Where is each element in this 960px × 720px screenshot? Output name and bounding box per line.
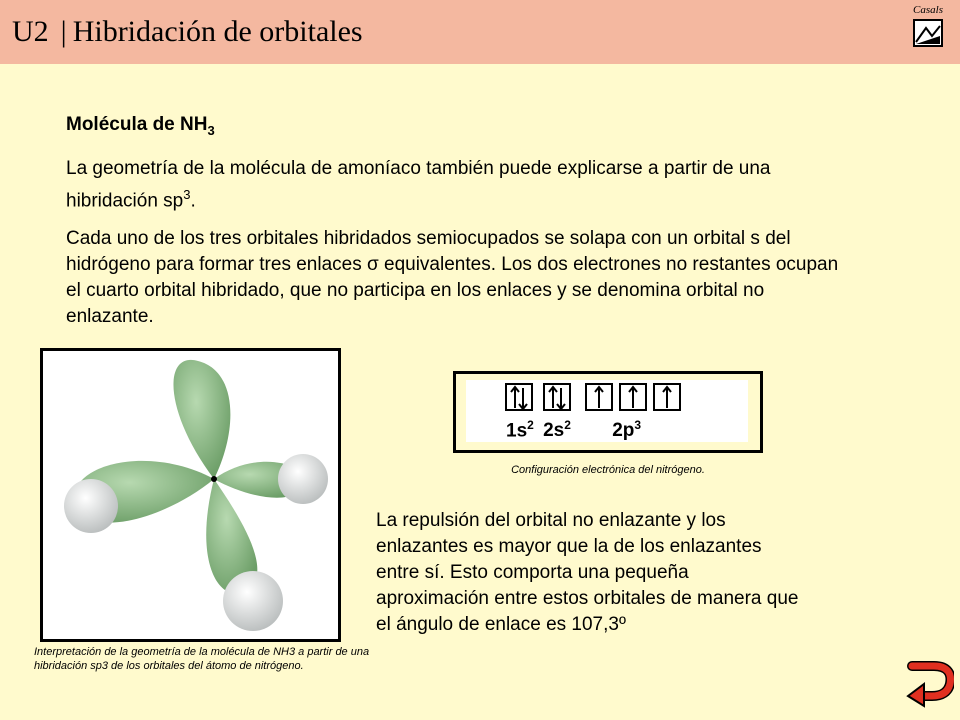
paragraph-orbitals: Cada uno de los tres orbitales hibridados semiocupados se solapa con un orbital s del hidrógeno para formar tres enlaces σ equivalentes. Los dos electrones no restantes ocupan el cuarto orbital hibridado, que no participa en los enlaces y se denomina orbital no enlazante. <box>66 228 839 328</box>
unit-label: U2 <box>12 15 49 48</box>
label-2s: 2s <box>543 420 565 442</box>
electron-configuration-box <box>453 371 763 453</box>
header-bar <box>0 0 960 64</box>
label-1s: 1s <box>506 420 528 442</box>
title-text: Hibridación de orbitales <box>72 15 363 48</box>
label-2p: 2p <box>612 420 635 442</box>
main-content <box>66 112 856 342</box>
repulsion-paragraph: La repulsión del orbital no enlazante y los enlazantes es mayor que la de los enlazantes entre sí. Esto comporta una pequeña aproximación entre estos orbitales de manera que el ángulo de enlace es 107,3º <box>376 510 799 635</box>
config-labels: $1s^2$ $2s^2$ $2p^3$ <box>506 418 642 442</box>
logo-text: Casals <box>913 4 943 16</box>
return-arrow-icon[interactable] <box>904 660 954 708</box>
electron-configuration-panel <box>466 380 748 442</box>
nh3-orbital-figure <box>40 348 341 642</box>
nh3-orbital-illustration <box>43 351 338 639</box>
logo-icon <box>912 18 944 48</box>
page-title <box>12 14 363 50</box>
config-caption: Configuración electrónica del nitrógeno. <box>511 464 705 476</box>
title-separator: | <box>60 15 67 48</box>
section-heading: Molécula de $NH_3$ <box>66 114 215 138</box>
paragraph-hybridization: La geometría de la molécula de amoníaco también puede explicarse a partir de una hibridación $sp^3$. <box>66 157 771 212</box>
figure-caption-left: Interpretación de la geometría de la molécula de NH3 a partir de una hibridación sp3 de los orbitales del átomo de nitrógeno. <box>34 646 370 672</box>
casals-logo <box>908 4 948 52</box>
